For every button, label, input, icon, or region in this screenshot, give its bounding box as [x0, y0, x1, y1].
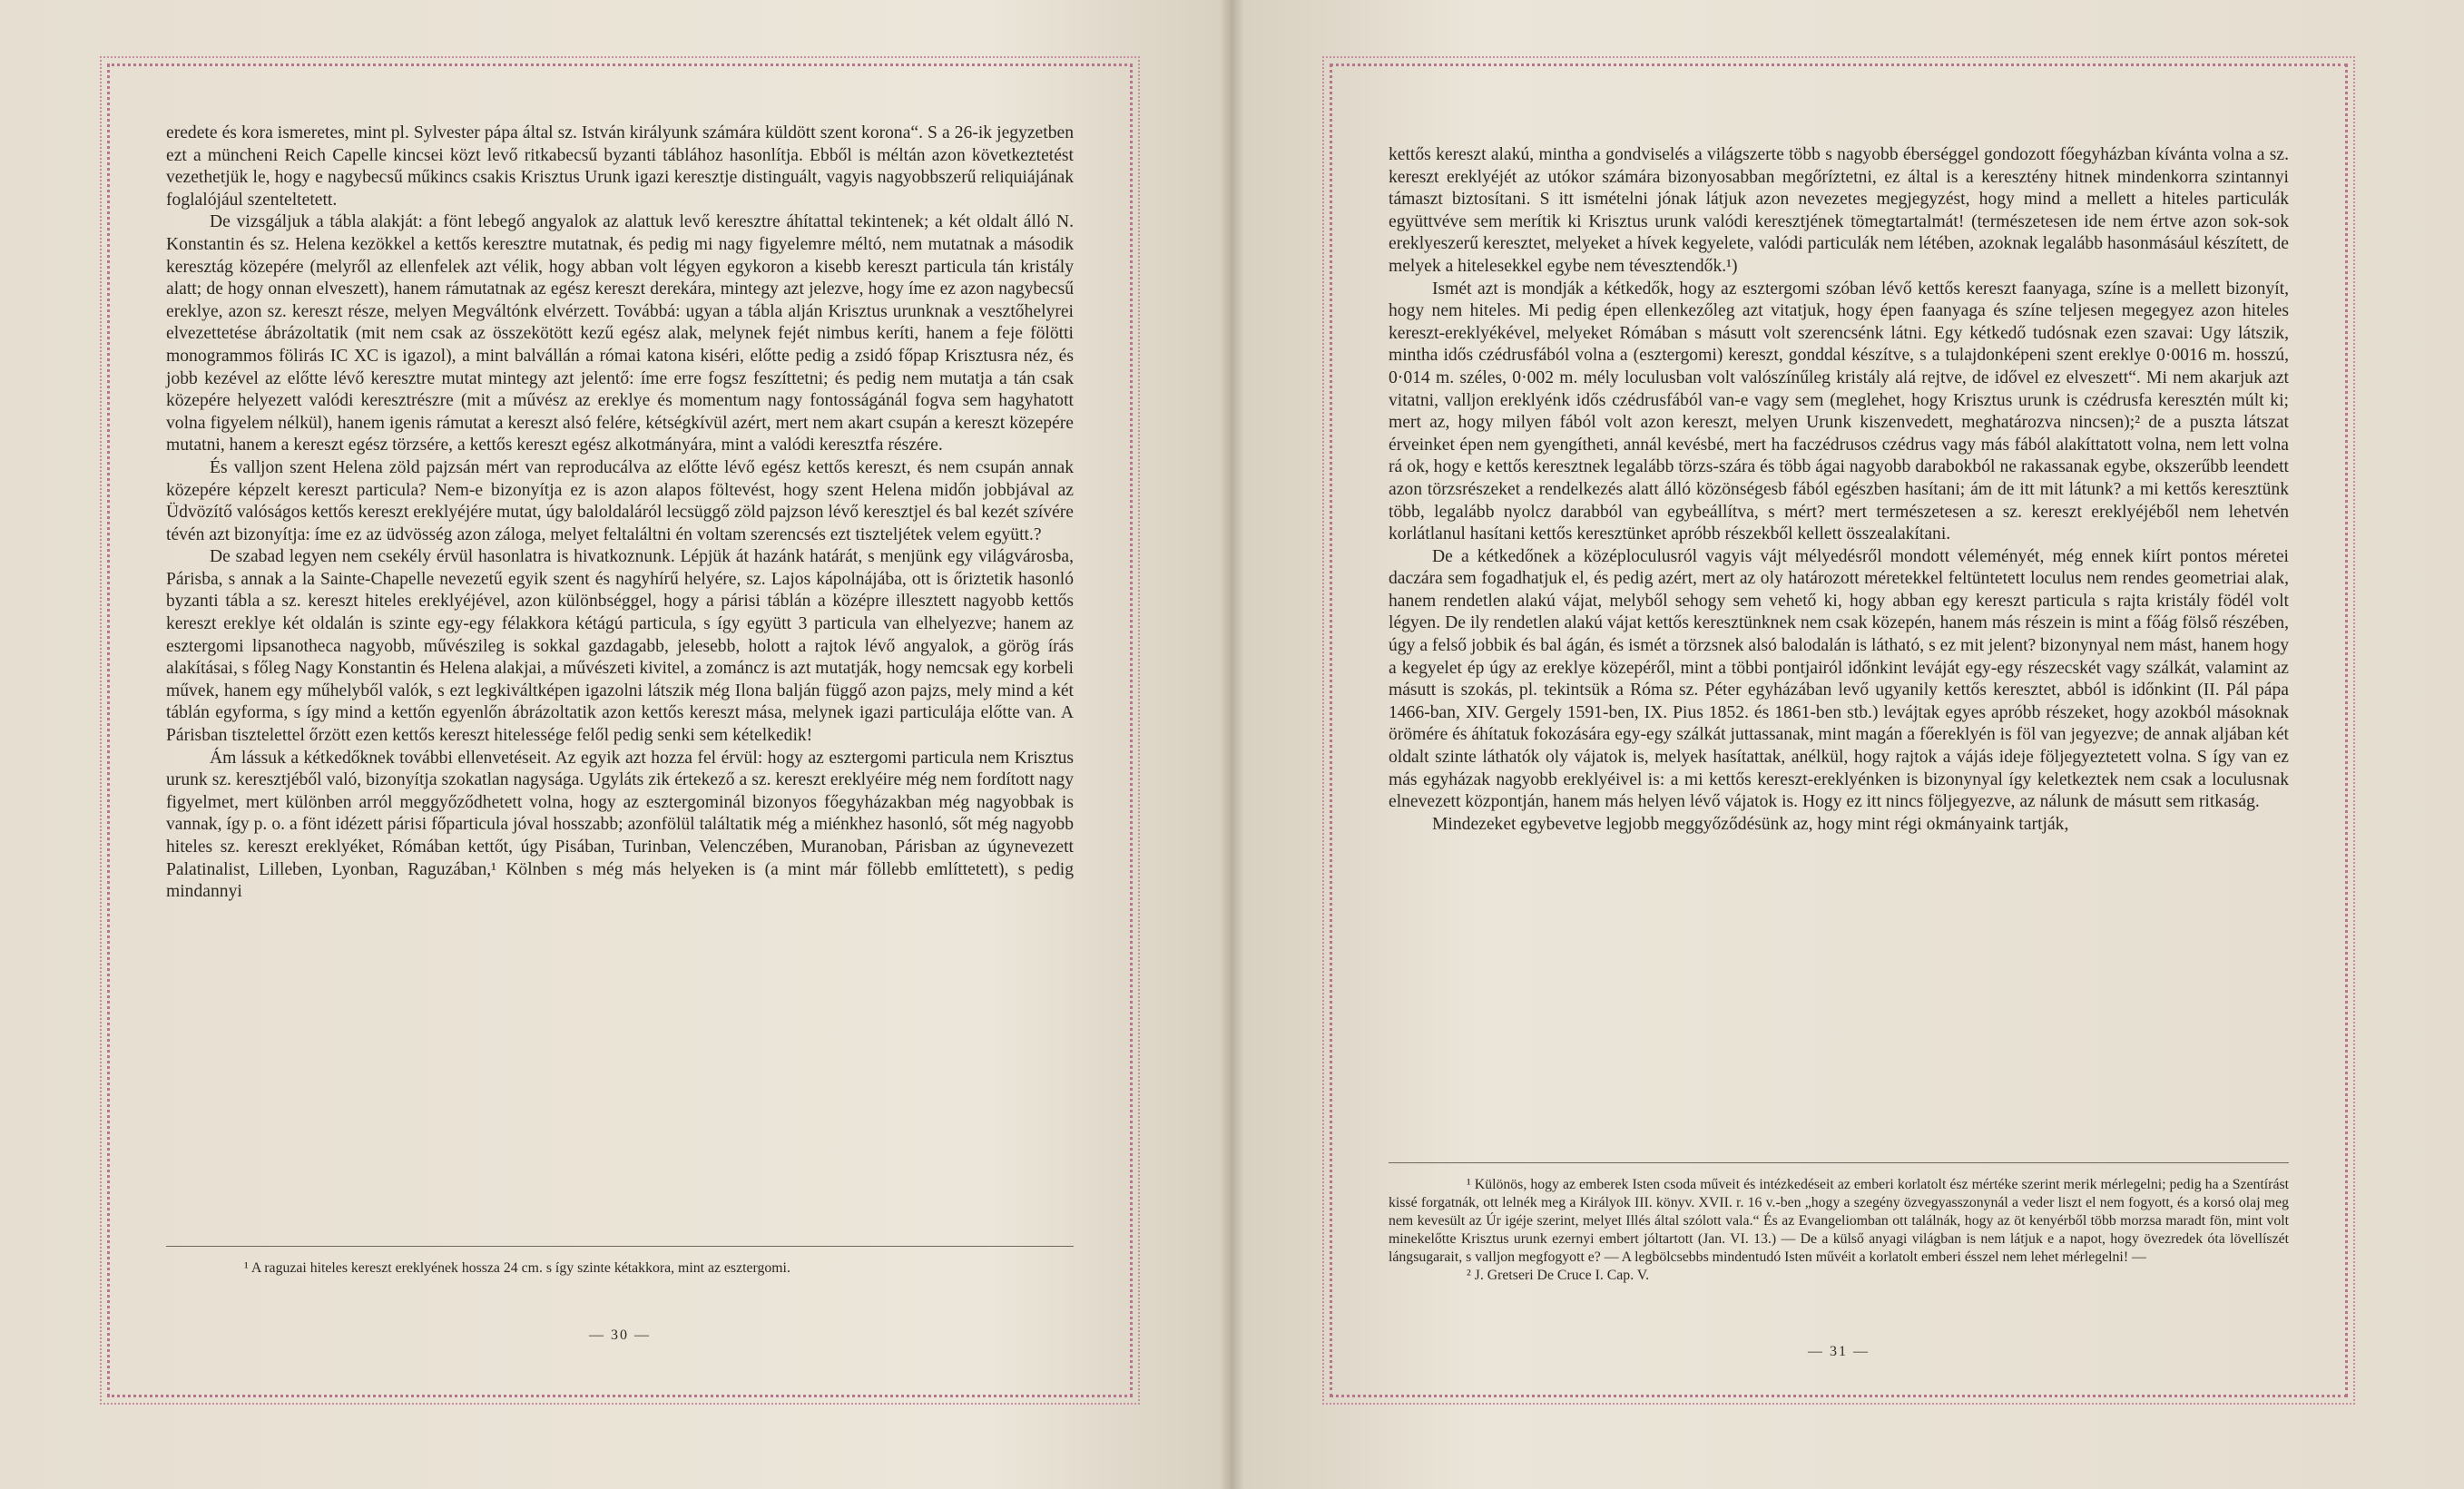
left-page [107, 64, 1133, 1397]
paragraph: De vizsgáljuk a tábla alakját: a fönt lebegő angyalok az alattuk levő keresztre áhítattal tekintenek; a két oldalt álló N. Konstantin és sz. Helena kezökkel a kettős keresztre mutatnak, és pedig mi nagy figyelemre méltó, nem mutatnak a második keresztág közepére (melyről az ellenfelek azt vélik, hogy abban volt légyen egykoron a kisebb kereszt particula tán kristály alatt; de hogy onnan elveszett), hanem rámutatnak az egész kereszt derekára, mintegy azt jelezve, hogy íme ez azon nagybecsű ereklye, azon sz. kereszt része, melyen Megváltónk elvérzett. Továbbá: ugyan a tábla alján Krisztus urunknak a vesztőhelyrei elvezettetése ábrázoltatik (mit nem csak az összekötött kezű egész alak, melynek fejét nimbus keríti, hanem a feje fölötti monogrammos fölirás IC XC is igazol), a mint balvállán a római katona kiséri, előtte pedig a zsidó főpap Krisztusra néz, és jobb kezével az előtte lévő keresztre mutat mintegy azt jelentő: íme erre fogsz feszíttetni; és pedig nem mutatja a tán csak közepére helyezett valódi keresztrészre (mit a művész az ereklye és momentum nagy fontosságánál fogva sem hagyhatott volna figyelem nélkül), hanem igenis rámutat a kereszt alsó felére, kétségkívül azért, mert nem akart csupán a kereszt közepére mutatni, hanem a kereszt egész törzsére, a kettős kereszt egész alkotmányára, mint a valódi keresztfa részére. [166, 212, 1074, 456]
right-page-body [1389, 144, 2289, 836]
paragraph: De a kétkedőnek a középloculusról vagyis vájt mélyedésről mondott véleményét, még ennek kiírt pontos méretei daczára sem fogadhatjuk el, és pedig azért, mert az oly határozott méretekkel feltüntetett loculus nem rendes geometriai alak, hanem rendetlen alakú vájat, melyből sehogy sem vehető ki, hogy abban egy kereszt particula s rajta kristály födél volt légyen. De ily rendetlen alakú vájat kettős keresztünknek nem csak közepén, hanem más részein is mint a főág fölső részében, úgy a felső jobbik és bal ágán, és ismét a törzsnek alsó balodalán is látható, s ez mit jelent? bizonynyal nem mást, hanem hogy a kegyelet ép úgy az ereklye közepéről, mint a többi pontjairól időnkint leváját egy-egy részecskét vagy szálkát, valamint az másutt is szokás, pl. tekintsük a Róma sz. Péter egyházában levő ugyanily kettős keresztet, abból is időnkint (II. Pál pápa 1466-ban, XIV. Gergely 1591-ben, IX. Pius 1852. és 1861-ben stb.) levájtak egyes apróbb részeket, hogy azokból másoknak örömére és áhítatuk fokozására egy-egy szálkát juttassanak, mint magán a főereklyén is föl van jegyezve; de annak aljában két oldalt szinte láthatók oly vájatok is, melyek hasítattak, anélkül, hogy rajtok a vájás ideje följegyeztetett volna. S így van ez más egyházak nagyobb ereklyéivel is: a mi kettős kereszt-ereklyénken is bizonynyal így keletkeztek nem csak a loculusnak elnevezett központján, hanem más helyen lévő vájatok is. Hogy ez itt nincs följegyezve, az nálunk de másutt sem ritkaság. [1389, 546, 2289, 812]
page-number: — 31 — [1808, 1344, 1870, 1359]
footnote: ¹ Különös, hogy az emberek Isten csoda műveit és intézkedéseit az emberi korlatolt ész mértéke szerint merik mérlegelni; pedig ha a Szentírást kissé forgatnák, ott lelnék meg a Királyok III. könyv. XVII. r. 16 v.-ben „hogy a szegény özvegyasszonynál a veder liszt el nem fogyott, és a korsó olaj meg nem kevesült az Úr igéje szerint, melyet Illés által szólott vala.“ És az Evangeliomban ott találnák, hogy az öt kenyérből több morzsa maradt fön, mint volt minekelőtte Krisztus urunk ezernyi embert jóltartott (Jan. VI. 13.) — De a külső anyagi világban is nem látjuk e a napot, hogy övezredek óta lövellíszét lángsugarait, s valljon megfogyott e? — A legbölcsebbs mindentudó Isten művéit a korlatolt emberi ésszel nem lehet mérlegelni! — [1389, 1177, 2289, 1265]
page-number: — 30 — [589, 1327, 651, 1343]
right-footnotes [1389, 1162, 2289, 1285]
paragraph: De szabad legyen nem csekély érvül hasonlatra is hivatkoznunk. Lépjük át hazánk határát, s menjünk egy világvárosba, Párisba, s annak a la Sainte-Chapelle nevezetű egyik szent és nagyhírű helyére, sz. Lajos kápolnájába, ott is őriztetik hasonló byzanti tábla a sz. kereszt hiteles ereklyéjével, azon különbséggel, hogy a párisi táblán a középre illesztett nagyobb kettős kereszt ereklye két oldalán is szinte egy-egy félakkora kétágú particula, s így együtt 3 particula van elhelyezve; hanem az esztergomi lipsanotheca nagyobb, művészileg is sokkal gazdagabb, jelesebb, holott a rajtok lévő angyalok, a görög írás alakításai, s főleg Nagy Konstantin és Helena alakjai, a művészeti kivitel, a zománcz is azt mutatják, hogy nemcsak egy korbeli művek, hanem egy műhelyből valók, s ezt legkiváltképen igazolni látszik még Ilona balján függő azon pajzs, mely mind a két táblán egyforma, s így mind a kettőn egyenlőn ábrázoltatik azon kettős kereszt mása, melynek igazi particulája előtte van. A Párisban tisztelettel őrzött ezen kettős kereszt hitelessége felől pedig senki sem kételkedik! [166, 547, 1074, 746]
paragraph: kettős kereszt alakú, mintha a gondviselés a világszerte több s nagyobb éberséggel gondozott főegyházban kívánta volna a sz. kereszt ereklyéjét az utókor számára bizonyosabban megőríztetni, ez által is a keresztény hitnek mindenkorra szintannyi támaszt biztosítani. S itt ismételni jónak látjuk azon nevezetes megjegyzést, hogy mind a mellett a hiteles particulák együttvéve sem merítik ki Krisztus urunk valódi keresztjének tömegtartalmát! (természetesen ide nem értve azon sok-sok ereklyeszerű keresztet, melyeket a hívek kegyelete, valódi particulák nem létében, azoknak legalább hasonmásául készített, de melyek a hitelesekkel egybe nem tévesztendők.¹) [1389, 145, 2289, 276]
footnote: ¹ A raguzai hiteles kereszt ereklyének hossza 24 cm. s így szinte kétakkora, mint az esztergomi. [244, 1260, 790, 1276]
right-page [1330, 64, 2348, 1397]
left-footnotes [166, 1246, 1074, 1278]
paragraph: Ismét azt is mondják a kétkedők, hogy az esztergomi szóban lévő kettős kereszt faanyaga, színe is a mellett bizonyít, hogy nem hiteles. Mi pedig épen ellenkezőleg azt vitatjuk, hogy épen faanyaga és színe teljesen megegyez azon hiteles kereszt-ereklyékével, melyeket Rómában s másutt volt szerencsénk látni. Egy kétkedő tudósnak ezen szavai: Ugy látszik, mintha idős czédrusfából volna a (esztergomi) kereszt, gonddal készítve, s a tulajdonképeni szent ereklye 0·0016 m. hosszú, 0·014 m. széles, 0·002 m. mély loculusban volt valószínűleg kristály alá rejtve, de idővel ez elveszett“. Mi nem akarjuk azt vitatni, valljon ereklyénk idős czédrusfából van-e vagy sem (meglehet, hogy Krisztus urunk is czédrusfa keresztén múlt ki; mert az, hogy milyen fából volt azon kereszt, melyen Urunk kiszenvedett, meghatározva nincsen);² de a puszta látszat érveinket épen nem gyengítheti, annál kevésbé, mert ha faczédrusos czédrus vagy más fából alakíttatott volna, nem lett volna rá ok, hogy e kettős keresztnek legalább törzs-szára és több ágai nagyobb darabokból ne rakassanak egybe, okszerűbb leendett azon törzsrészeket a rendelkezés alatt álló közönségesb fából egészben hasítani; ám de itt mit látunk? a mi kettős keresztünk több, legalább nyolcz darabból van egybeállítva, s mért? mert természetesen a sz. kereszt ereklyéjéből nem lehetvén korlátlanul hasítani kettős keresztünket apróbb részekből kellett összealakítani. [1389, 279, 2289, 544]
left-page-body [166, 122, 1074, 904]
paragraph: Ám lássuk a kétkedőknek további ellenvetéseit. Az egyik azt hozza fel érvül: hogy az esztergomi particula nem Krisztus urunk sz. keresztjéből való, bizonyítja szokatlan nagysága. Ugyláts zik értekező a sz. kereszt ereklyéire még nem fordított nagy figyelmet, mert különben arról meggyőződhetett volna, hogy az esztergominál bizonyos főegyházakban még nagyobbak is vannak, így p. o. a fönt idézett párisi főparticula jóval hosszabb; azonfölül találtatik még a miénkhez hasonló, sőt még nagyobb hiteles sz. kereszt ereklyéket, Rómában kettőt, úgy Pisában, Turinban, Velenczében, Muranoban, Párisban az úgynevezett Palatinalist, Lilleben, Lyonban, Raguzában,¹ Kölnben s még más helyeken is (a mint már föllebb említtetett), s pedig mindannyi [166, 748, 1074, 902]
paragraph: Mindezeket egybevetve legjobb meggyőződésünk az, hogy mint régi okmányaink tartják, [1432, 814, 2069, 834]
footnote: ² J. Gretseri De Cruce I. Cap. V. [1467, 1268, 1650, 1283]
paragraph: eredete és kora ismeretes, mint pl. Sylvester pápa által sz. István királyunk számára küldött szent korona“. S a 26-ik jegyzetben ezt a müncheni Reich Capelle kincsei közt levő ritkabecsű byzanti táblához hasonlítja. Ebből is méltán azon következtetést vezethetjük le, hogy e nagybecsű műkincs csakis Krisztus Urunk igazi keresztje distinguált, vagyis nagyobbszerű reliquiájának foglalójául szenteltetett. [166, 123, 1074, 210]
paragraph: És valljon szent Helena zöld pajzsán mért van reproducálva az előtte lévő egész kettős kereszt, és nem csupán annak közepére képzelt kereszt particula? Nem-e bizonyítja ez is azon alapos föltevést, hogy szent Helena midőn jobbjával az Üdvözítő valóságos kettős kereszt ereklyéjére mutat, úgy baloldaláról lecsüggő zöld pajzson lévő keresztjel és bal kezét szívére tévén azt bizonyítja: íme ez az üdvösség azon záloga, melyet feltaláltni én voltam szerencsés ezt tiszteljétek velem együtt.? [166, 457, 1074, 544]
